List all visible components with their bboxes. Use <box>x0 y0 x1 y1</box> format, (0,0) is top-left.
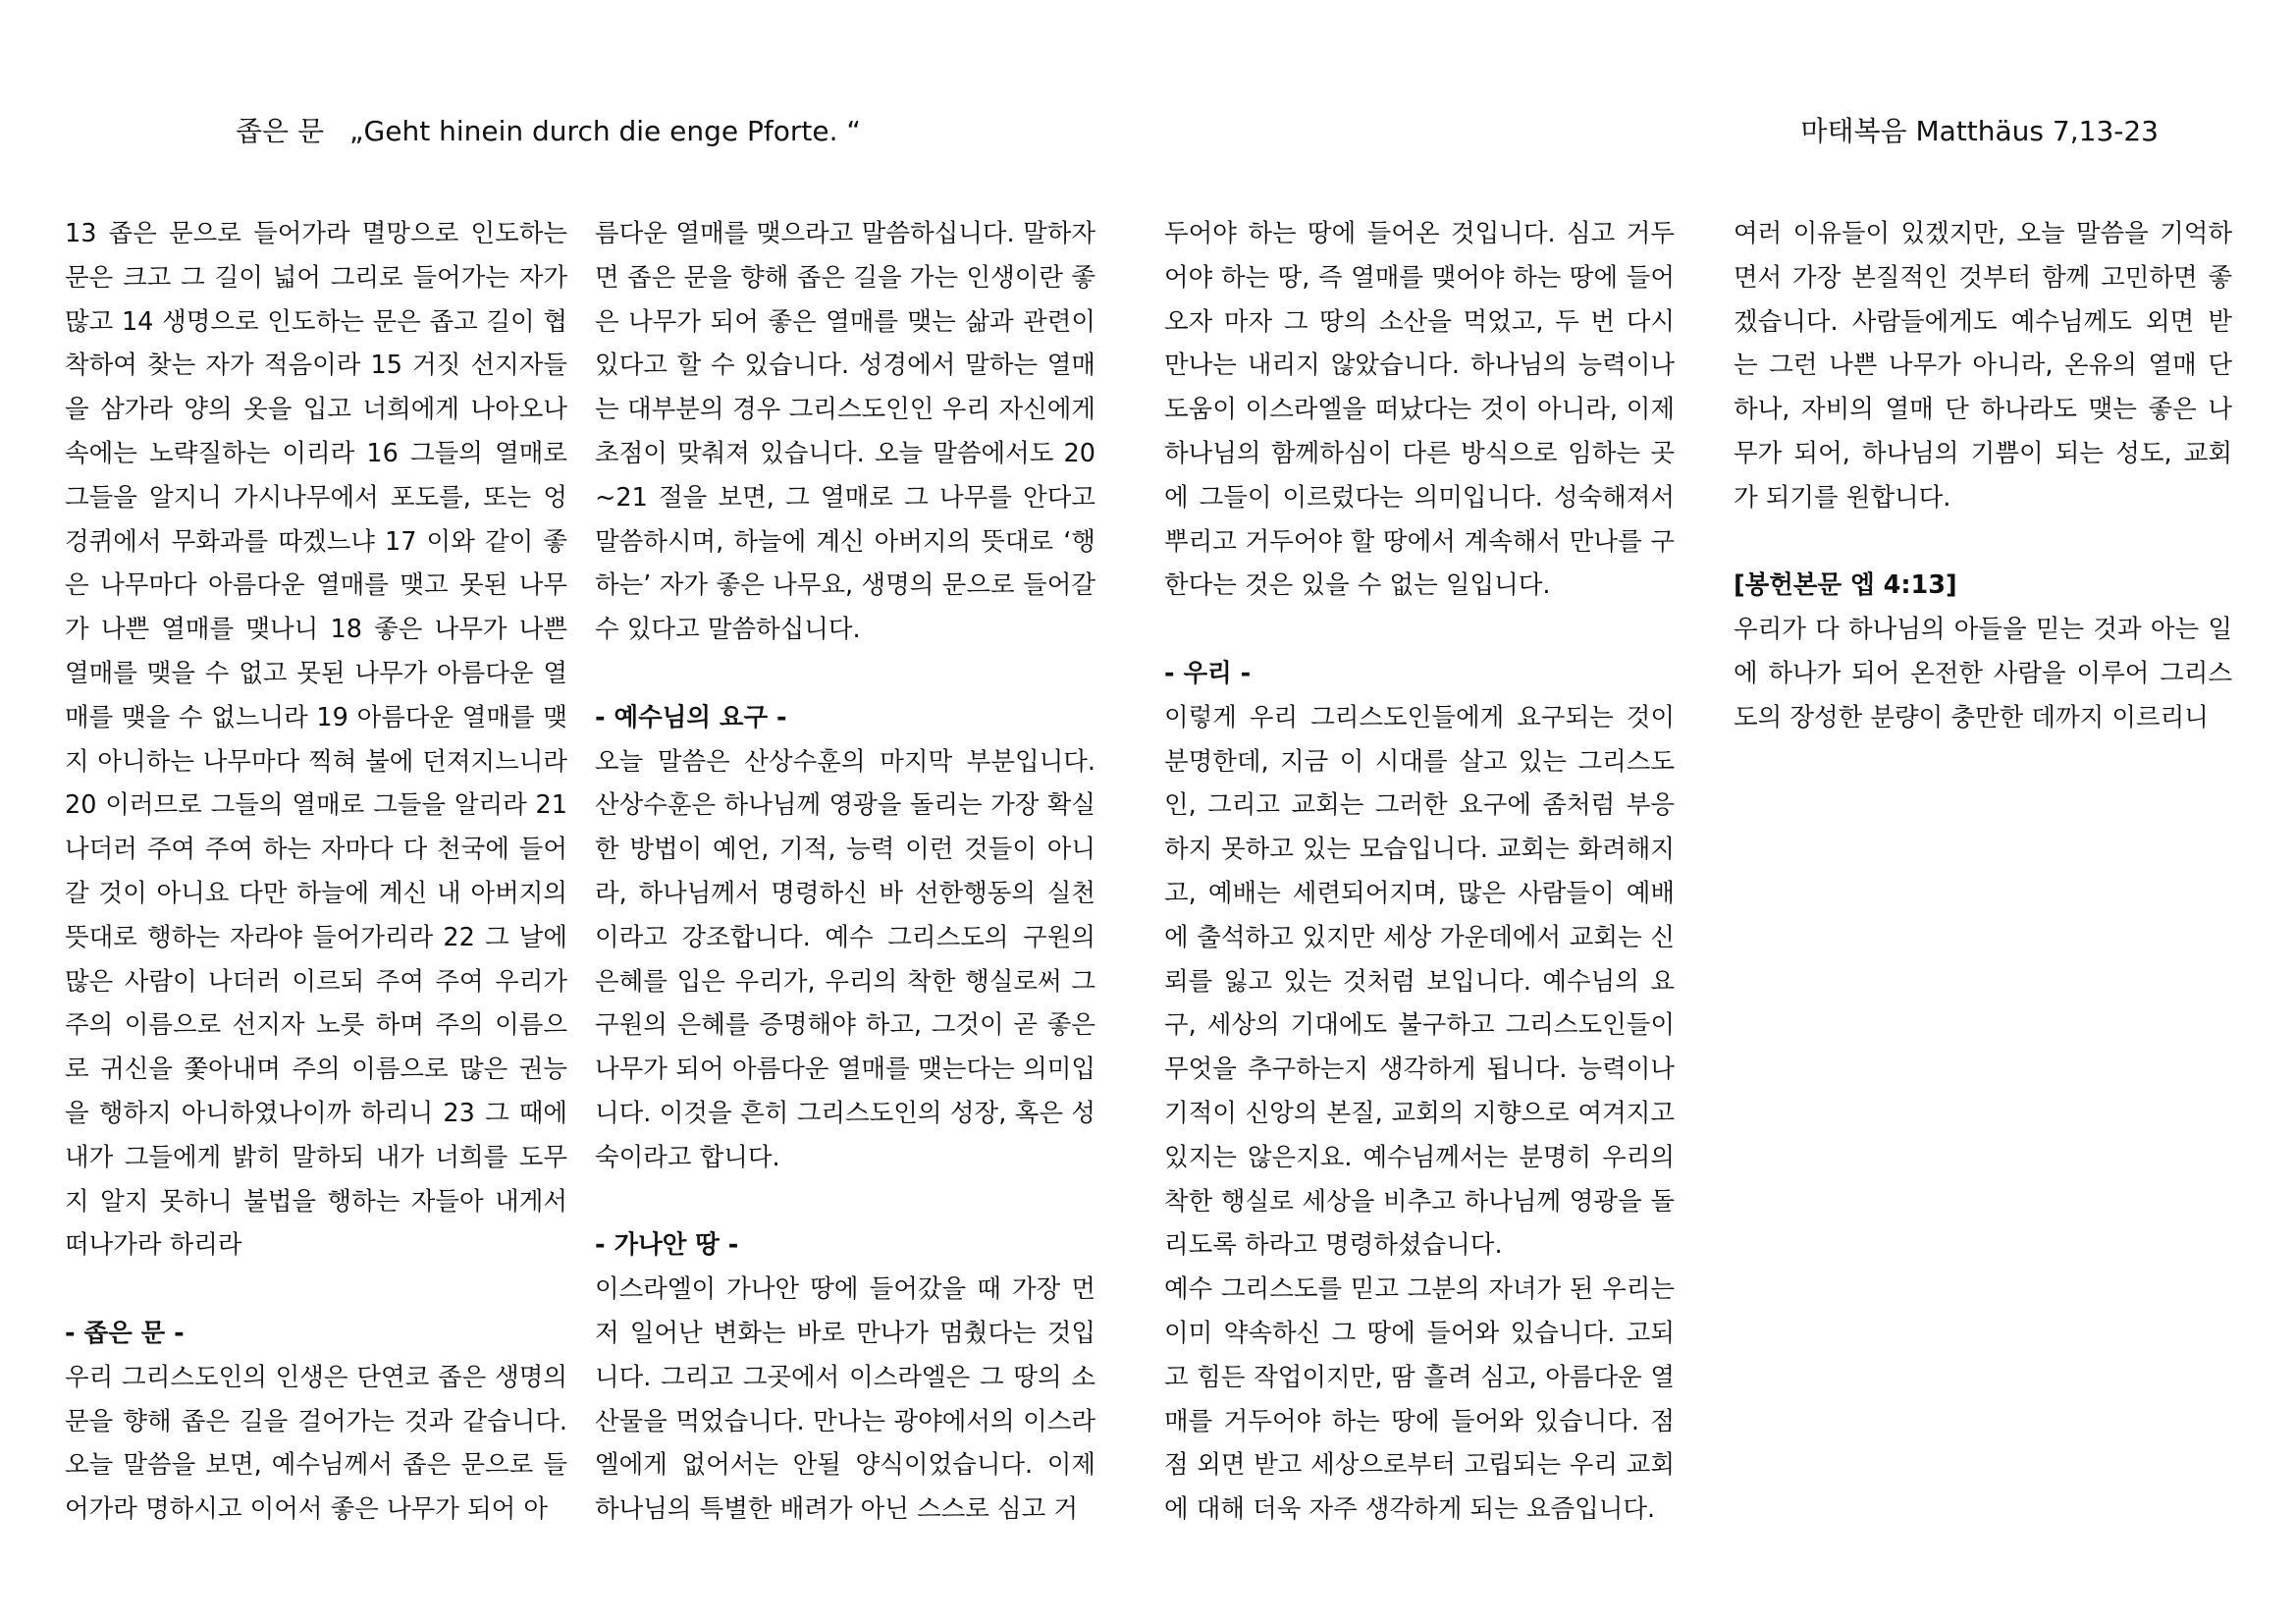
column-4 <box>1734 212 2232 740</box>
column-2 <box>595 212 1095 1532</box>
section-heading-us: - 우리 - <box>1164 658 1252 688</box>
scripture-reference: 마태복음 Matthäus 7,13-23 <box>1800 115 2159 147</box>
section-body-canaan-continued: 두어야 하는 땅에 들어온 것입니다. 심고 거두어야 하는 땅, 즉 열매를 맺어야 하는 땅에 들어오자 마자 그 땅의 소산을 먹었고, 두 번 다시 만나는 내리지 않았습니다. 하나님의 능력이나 도움이 이스라엘을 떠났다는 것이 아니라, 이제 하나님의 함께하심이 다른 방식으로 임하는 곳에 그들이 이르렀다는 의미입니다. 성숙해져서 뿌리고 거두어야 할 땅에서 계속해서 만나를 구한다는 것은 있을 수 없는 일입니다. <box>1164 219 1675 601</box>
section-heading-jesus-demand: - 예수님의 요구 - <box>595 702 787 732</box>
offering-text: 우리가 다 하나님의 아들을 믿는 것과 아는 일에 하나가 되어 온전한 사람을 이루어 그리스도의 장성한 분량이 충만한 데까지 이르리니 <box>1734 615 2232 732</box>
section-body-us-1: 이렇게 우리 그리스도인들에게 요구되는 것이 분명한데, 지금 이 시대를 살고 있는 그리스도인, 그리고 교회는 그러한 요구에 좀처럼 부응하지 못하고 있는 모습입니다. 교회는 화려해지고, 예배는 세련되어지며, 많은 사람들이 예배에 출석하고 있지만 세상 가운데에서 교회는 신뢰를 잃고 있는 것처럼 보입니다. 예수님의 요구, 세상의 기대에도 불구하고 그리스도인들이 무엇을 추구하는지 생각하게 됩니다. 능력이나 기적이 신앙의 본질, 교회의 지향으로 여겨지고 있지는 않은지요. 예수님께서는 분명히 우리의 착한 행실로 세상을 비추고 하나님께 영광을 돌리도록 하라고 명령하셨습니다. <box>1164 702 1675 1261</box>
section-heading-narrow-gate: - 좁은 문 - <box>65 1318 185 1348</box>
spacer <box>595 652 1095 696</box>
spacer <box>595 1180 1095 1224</box>
page-header <box>0 110 2296 153</box>
column-3 <box>1164 212 1675 1532</box>
section-body-canaan: 이스라엘이 가나안 땅에 들어갔을 때 가장 먼저 일어난 변화는 바로 만나가 멈췄다는 것입니다. 그리고 그곳에서 이스라엘은 그 땅의 소산물을 먹었습니다. 만나는 광야에서의 이스라엘에게 없어서는 안될 양식이었습니다. 이제 하나님의 특별한 배려가 아닌 스스로 심고 거 <box>595 1274 1095 1525</box>
spacer <box>65 1268 567 1312</box>
title-german: „Geht hinein durch die enge Pforte. “ <box>349 115 861 147</box>
section-heading-canaan: - 가나안 땅 - <box>595 1230 739 1261</box>
title-korean: 좁은 문 <box>236 115 325 147</box>
section-body-us-2: 예수 그리스도를 믿고 그분의 자녀가 된 우리는 이미 약속하신 그 땅에 들어와 있습니다. 고되고 힘든 작업이지만, 땀 흘려 심고, 아름다운 열매를 거두어야 하는 땅에 들어와 있습니다. 점점 외면 받고 세상으로부터 고립되는 우리 교회에 대해 더욱 자주 생각하게 되는 요즘입니다. <box>1164 1274 1675 1525</box>
section-body-narrow-gate-continued: 름다운 열매를 맺으라고 말씀하십니다. 말하자면 좁은 문을 향해 좁은 길을 가는 인생이란 좋은 나무가 되어 좋은 열매를 맺는 삶과 관련이 있다고 할 수 있습니다. 성경에서 말하는 열매는 대부분의 경우 그리스도인인 우리 자신에게 초점이 맞춰져 있습니다. 오늘 말씀에서도 20~21 절을 보면, 그 열매로 그 나무를 안다고 말씀하시며, 하늘에 계신 아버지의 뜻대로 ‘행하는’ 자가 좋은 나무요, 생명의 문으로 들어갈 수 있다고 말씀하십니다. <box>595 219 1095 645</box>
section-body-narrow-gate: 우리 그리스도인의 인생은 단연코 좁은 생명의 문을 향해 좁은 길을 걸어가는 것과 같습니다. 오늘 말씀을 보면, 예수님께서 좁은 문으로 들어가라 명하시고 이어서 좋은 나무가 되어 아 <box>65 1362 567 1525</box>
scripture-text: 13 좁은 문으로 들어가라 멸망으로 인도하는 문은 크고 그 길이 넓어 그리로 들어가는 자가 많고 14 생명으로 인도하는 문은 좁고 길이 협착하여 찾는 자가 적음이라 15 거짓 선지자들을 삼가라 양의 옷을 입고 너희에게 나아오나 속에는 노략질하는 이리라 16 그들의 열매로 그들을 알지니 가시나무에서 포도를, 또는 엉겅퀴에서 무화과를 따겠느냐 17 이와 같이 좋은 나무마다 아름다운 열매를 맺고 못된 나무가 나쁜 열매를 맺나니 18 좋은 나무가 나쁜 열매를 맺을 수 없고 못된 나무가 아름다운 열매를 맺을 수 없느니라 19 아름다운 열매를 맺지 아니하는 나무마다 찍혀 불에 던져지느니라 20 이러므로 그들의 열매로 그들을 알리라 21 나더러 주여 주여 하는 자마다 다 천국에 들어갈 것이 아니요 다만 하늘에 계신 내 아버지의 뜻대로 행하는 자라야 들어가리라 22 그 날에 많은 사람이 나더러 이르되 주여 주여 우리가 주의 이름으로 선지자 노릇 하며 주의 이름으로 귀신을 쫓아내며 주의 이름으로 많은 권능을 행하지 아니하였나이까 하리니 23 그 때에 내가 그들에게 밝히 말하되 내가 너희를 도무지 알지 못하니 불법을 행하는 자들아 내게서 떠나가라 하리라 <box>65 219 567 1261</box>
text-columns <box>65 212 2264 1547</box>
offering-heading: [봉헌본문 엡 4:13] <box>1734 570 1957 601</box>
page-title <box>236 110 861 153</box>
spacer <box>1164 608 1675 652</box>
section-body-jesus-demand: 오늘 말씀은 산상수훈의 마지막 부분입니다. 산상수훈은 하나님께 영광을 돌리는 가장 확실한 방법이 예언, 기적, 능력 이런 것들이 아니라, 하나님께서 명령하신 바 선한행동의 실천이라고 강조합니다. 예수 그리스도의 구원의 은혜를 입은 우리가, 우리의 착한 행실로써 그 구원의 은혜를 증명해야 하고, 그것이 곧 좋은 나무가 되어 아름다운 열매를 맺는다는 의미입니다. 이것을 흔히 그리스도인의 성장, 혹은 성숙이라고 합니다. <box>595 746 1095 1172</box>
spacer <box>1734 520 2232 565</box>
column-1 <box>65 212 567 1532</box>
section-body-us-2-continued: 여러 이유들이 있겠지만, 오늘 말씀을 기억하면서 가장 본질적인 것부터 함께 고민하면 좋겠습니다. 사람들에게도 예수님께도 외면 받는 그런 나쁜 나무가 아니라, 온유의 열매 단 하나, 자비의 열매 단 하나라도 맺는 좋은 나무가 되어, 하나님의 기쁨이 되는 성도, 교회가 되기를 원합니다. <box>1734 219 2232 513</box>
